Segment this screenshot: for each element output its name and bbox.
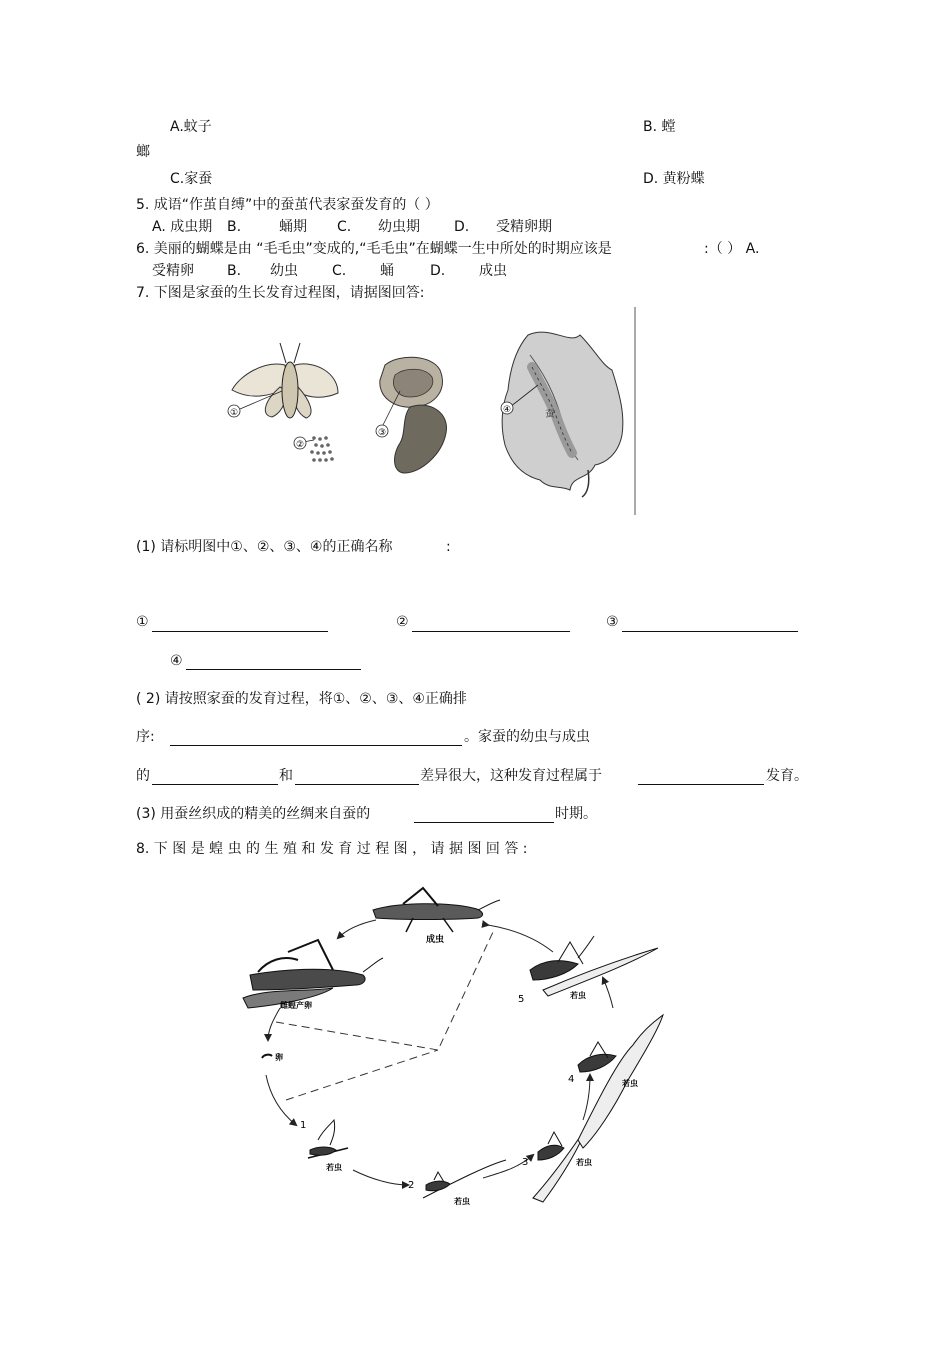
q4-option-b-continued: 螂: [136, 144, 150, 160]
q4-option-c: C.家蚕: [170, 171, 213, 187]
egg-illustration: [262, 1055, 272, 1058]
locust-lifecycle-figure: [238, 880, 678, 1215]
q6-stem-line1: 6. 美丽的蝴蝶是由 “毛毛虫”变成的,“毛毛虫”在蝴蝶一生中所处的时期应该是: [136, 241, 612, 257]
nymph-number-4: 4: [568, 1074, 575, 1085]
q5-option-c-text: 幼虫期: [378, 219, 420, 235]
difference-blank-1[interactable]: [152, 770, 278, 785]
dashed-bracket-lower: [286, 1050, 438, 1100]
q5-option-a: A. 成虫期: [152, 219, 213, 235]
q7-sub1-colon: :: [446, 539, 451, 555]
cocoon-illustration: [377, 357, 447, 473]
label-nymph-4: 若虫: [622, 1079, 638, 1088]
figure-label-1: ①: [229, 408, 239, 418]
blank-label-3: ③: [606, 614, 619, 630]
nymph-number-2: 2: [408, 1180, 415, 1191]
q6-option-a-text: 受精卵: [152, 263, 194, 279]
silkworm-lifecycle-figure: [210, 305, 650, 520]
q5-option-c-letter: C.: [337, 219, 352, 235]
order-blank[interactable]: [170, 731, 462, 746]
q7-sub2-line3-a: 的: [136, 768, 150, 784]
blank-4[interactable]: [186, 655, 361, 670]
nymph-number-3: 3: [522, 1157, 529, 1168]
silk-stage-blank[interactable]: [414, 808, 554, 823]
q6-option-c-letter: C.: [332, 263, 347, 279]
nymph-4-illustration: [578, 1015, 663, 1148]
label-nymph-5: 若虫: [570, 991, 586, 1000]
q6-option-b-letter: B.: [227, 263, 242, 279]
label-nymph-2: 若虫: [454, 1197, 470, 1206]
label-nymph-3: 若虫: [576, 1158, 592, 1167]
label-nymph-1: 若虫: [326, 1163, 342, 1172]
q4-option-d: D. 黄粉蝶: [643, 171, 705, 187]
nymph-number-1: 1: [300, 1120, 307, 1131]
blank-1[interactable]: [152, 617, 328, 632]
blank-label-1: ①: [136, 614, 149, 630]
cycle-arrow-3-to-4: [583, 1075, 590, 1120]
cycle-arrow-1-to-2: [353, 1170, 408, 1185]
nymph-2-illustration: [423, 1160, 506, 1198]
difference-blank-2[interactable]: [295, 770, 419, 785]
q5-stem: 5. 成语“作茧自缚”中的蚕茧代表家蚕发育的（ ）: [136, 197, 439, 213]
adult-locust-illustration: [373, 888, 500, 932]
development-type-blank[interactable]: [638, 770, 764, 785]
q5-option-d-text: 受精卵期: [496, 219, 552, 235]
q7-sub1: (1) 请标明图中①、②、③、④的正确名称: [136, 539, 393, 555]
cycle-arrow-adult-to-laying: [338, 920, 376, 938]
figure-label-2: ②: [295, 440, 305, 450]
q6-stem-tail: :（ ） A.: [704, 241, 760, 257]
q7-sub2-line3-d: 发育。: [766, 768, 808, 784]
q4-option-b: B. 螳: [643, 119, 676, 135]
q7-sub2-prefix: 序:: [136, 729, 155, 745]
leaf-larva-illustration: [502, 332, 623, 497]
leaf-character: 蚕: [545, 409, 555, 420]
blank-label-4: ④: [170, 653, 183, 669]
q7-sub3-prefix: (3) 用蚕丝织成的精美的丝绸来自蚕的: [136, 806, 371, 822]
label-egg: 卵: [275, 1053, 283, 1062]
q4-option-a: A.蚊子: [170, 119, 212, 135]
q7-sub2-line3-c: 差异很大，这种发育过程属于: [420, 768, 602, 784]
blank-3[interactable]: [622, 617, 798, 632]
q7-sub2-suffix: 。家蚕的幼虫与成虫: [464, 729, 590, 745]
q7-sub2-line1: ( 2) 请按照家蚕的发育过程，将①、②、③、④正确排: [136, 691, 467, 707]
nymph-number-5: 5: [518, 994, 525, 1005]
label-laying: 雌蝗产卵: [280, 1001, 312, 1010]
q7-stem: 7. 下图是家蚕的生长发育过程图，请据图回答:: [136, 285, 425, 301]
q6-option-d-letter: D.: [430, 263, 446, 279]
q6-option-d-text: 成虫: [479, 263, 507, 279]
q6-option-b-text: 幼虫: [270, 263, 298, 279]
q7-sub3-suffix: 时期。: [555, 806, 597, 822]
figure-label-3: ③: [377, 428, 387, 438]
q6-option-c-text: 蛹: [380, 263, 394, 279]
moth-illustration: [229, 343, 338, 418]
cycle-arrow-5-to-adult: [488, 925, 553, 952]
blank-2[interactable]: [412, 617, 570, 632]
cycle-arrow-4-to-5: [603, 978, 613, 1008]
q5-option-b-text: 蛹期: [279, 219, 307, 235]
q5-option-b-letter: B.: [227, 219, 242, 235]
figure-label-4: ④: [502, 405, 512, 415]
cycle-arrow-laying-to-egg: [268, 1008, 280, 1040]
blank-label-2: ②: [396, 614, 409, 630]
nymph-5-illustration: [530, 936, 658, 996]
label-adult: 成虫: [426, 935, 445, 945]
nymph-1-illustration: [308, 1120, 348, 1158]
laying-locust-illustration: [243, 940, 383, 1008]
q7-sub2-line3-b: 和: [279, 768, 293, 784]
q5-option-d-letter: D.: [454, 219, 470, 235]
cycle-arrow-egg-to-1: [266, 1075, 296, 1125]
q8-stem: 8. 下 图 是 蝗 虫 的 生 殖 和 发 育 过 程 图 ， 请 据 图 回 答 :: [136, 841, 528, 857]
